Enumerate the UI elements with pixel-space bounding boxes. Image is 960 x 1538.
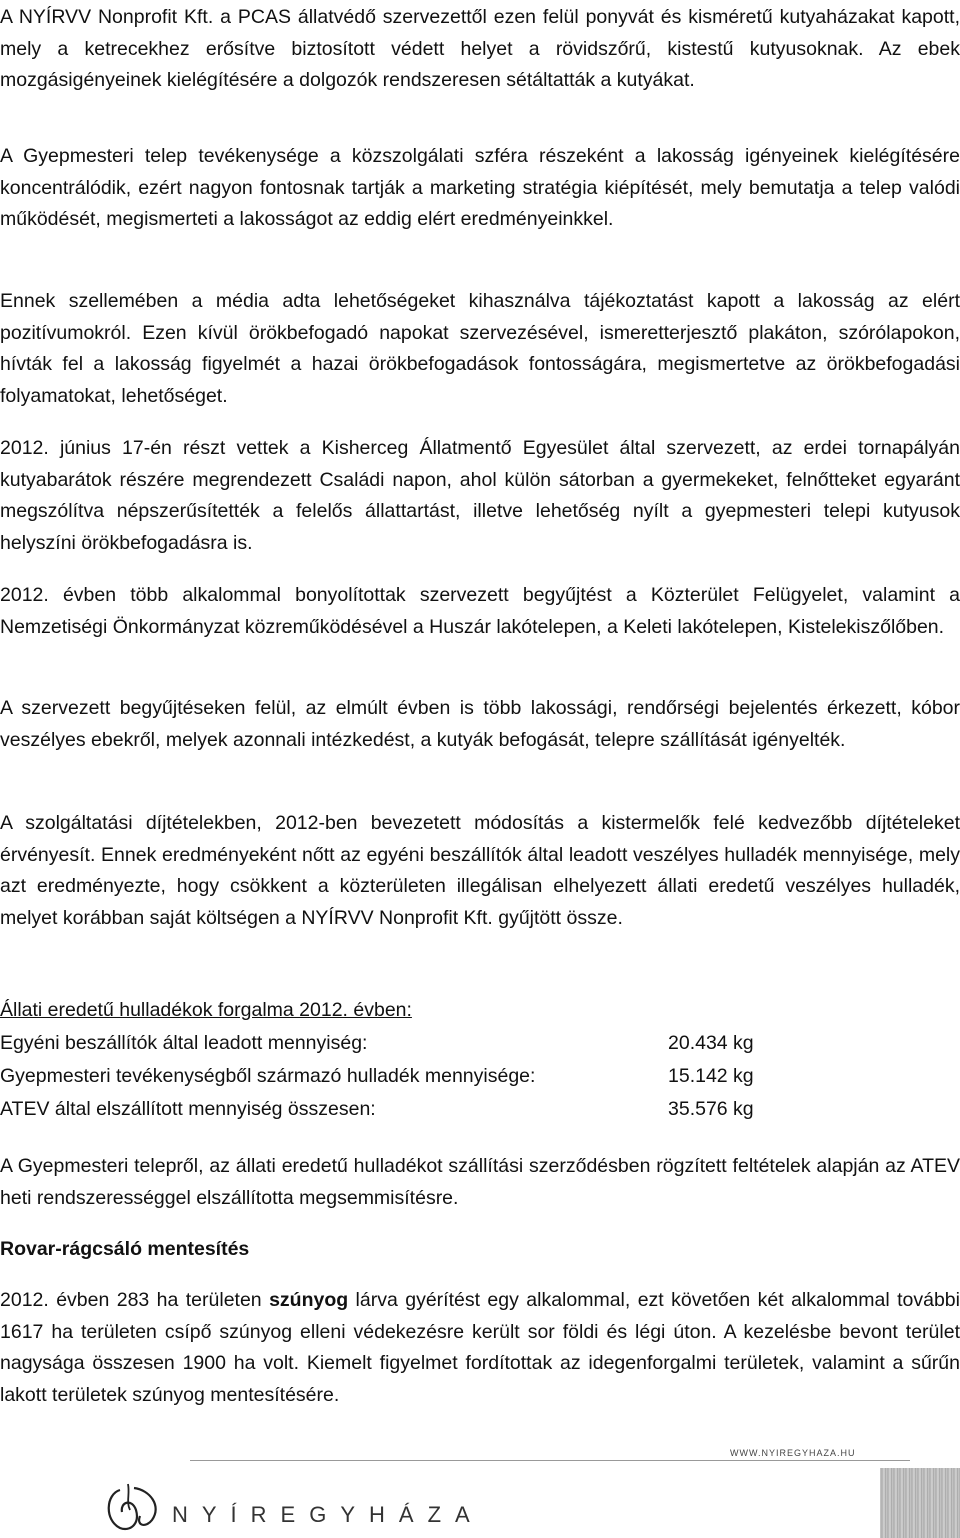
mosquito-text-start: 2012. évben 283 ha területen bbox=[0, 1289, 270, 1311]
paragraph-atev: A Gyepmesteri telepről, az állati eredetű hulladékot szállítási szerződésben rögzített feltételek alapján az ATEV heti rendszerességgel elszállította megsemmisítésre. bbox=[0, 1155, 960, 1209]
paragraph-marketing: A Gyepmesteri telep tevékenysége a közszolgálati szféra részeként a lakosság igényeinek kielégítésére koncentrálódik, ezért nagyon fontosnak tartják a marketing stratégia kiépítését, mely bemutatja a telep valódi működését, megismerteti a lakosságot az eddig elért eredményeinkkel. bbox=[0, 145, 960, 230]
stats-row-value: 15.142 kg bbox=[668, 1065, 754, 1087]
paragraph-media: Ennek szellemében a média adta lehetőségeket kihasználva tájékoztatást kapott a lakosság az elért pozitívumokról. Ezen kívül örökbefogadó napokat szervezésével, ismeretterjesztő plakáton, szórólapokon, hívták fel a lakosság figyelmét a hazai örökbefogadások fontosságára, megismertetve az örökbefogadási folyamatokat, lehetőséget. bbox=[0, 290, 960, 407]
mosquito-keyword: szúnyog bbox=[269, 1289, 349, 1311]
stats-row-label: Gyepmesteri tevékenységből származó hulladék mennyisége: bbox=[0, 1065, 536, 1087]
paragraph-mosquito bbox=[0, 1285, 960, 1411]
footer-url: WWW.NYIREGYHAZA.HU bbox=[730, 1448, 856, 1458]
paragraph-reports: A szervezett begyűjtéseken felül, az elmúlt évben is több lakossági, rendőrségi bejelentés érkezett, kóbor veszélyes ebekről, melyek azonnali intézkedést, a kutyák befogását, telepre szállítását igényelték. bbox=[0, 697, 960, 751]
stats-title: Állati eredetű hulladékok forgalma 2012. évben: bbox=[0, 999, 412, 1021]
footer-image bbox=[880, 1468, 960, 1538]
stats-row bbox=[0, 1093, 800, 1126]
stats-row bbox=[0, 1027, 800, 1060]
stats-row-value: 35.576 kg bbox=[668, 1098, 754, 1120]
stats-row bbox=[0, 1060, 800, 1093]
paragraph-fees: A szolgáltatási díjtételekben, 2012-ben bevezetett módosítás a kistermelők felé kedvezőbb díjtételeket érvényesít. Ennek eredményeként nőtt az egyéni beszállítók által leadott veszélyes hulladék mennyisége, mely azt eredményezte, hogy csökkent a közterületen illegálisan elhelyezett állati eredetű veszélyes hulladék, melyet korábban saját költségen a NYÍRVV Nonprofit Kft. gyűjtött össze. bbox=[0, 812, 960, 929]
stats-row-value: 20.434 kg bbox=[668, 1032, 754, 1054]
stats-table bbox=[0, 1027, 800, 1126]
paragraph-family-day: 2012. június 17-én részt vettek a Kisherceg Állatmentő Egyesület által szervezett, az erdei tornapályán kutyabarátok részére megrendezett Családi napon, ahol külön sátorban a gyermekeket, felnőtteket egyaránt megszólítva népszerűsítették a felelős állattartást, illetve lehetőség nyílt a gyepmesteri telepi kutyusok helyszíni örökbefogadásra is. bbox=[0, 437, 960, 554]
nyiregyhaza-logo-icon bbox=[100, 1480, 170, 1536]
paragraph-kennels: A NYÍRVV Nonprofit Kft. a PCAS állatvédő szervezettől ezen felül ponyvát és kisméretű kutyaházakat kapott, mely a ketrecekhez erősítve biztosított védett helyet a rövidszőrű, kistestű kutyusoknak. Az ebek mozgásigényeinek kielégítésére a dolgozók rendszeresen sétáltatták a kutyákat. bbox=[0, 6, 960, 91]
stats-row-label: ATEV által elszállított mennyiség összesen: bbox=[0, 1098, 376, 1120]
paragraph-collection: 2012. évben több alkalommal bonyolítottak szervezett begyűjtést a Közterület Felügyelet, valamint a Nemzetiségi Önkormányzat közreműködésével a Huszár lakótelepen, a Keleti lakótelepen, Kistelekiszőlőben. bbox=[0, 584, 960, 638]
footer-city: NYÍREGYHÁZA bbox=[172, 1502, 484, 1527]
section-heading: Rovar-rágcsáló mentesítés bbox=[0, 1238, 250, 1260]
page-footer bbox=[0, 1438, 960, 1538]
stats-row-label: Egyéni beszállítók által leadott mennyiség: bbox=[0, 1032, 368, 1054]
footer-divider bbox=[190, 1460, 910, 1461]
mosquito-text-end: lárva gyérítést egy alkalommal, ezt követően két alkalommal további 1617 ha területen csípő szúnyog elleni védekezésre került sor földi és légi úton. A kezelésbe bevont terület nagysága összesen 1900 ha volt. Kiemelt figyelmet fordítottak az idegenforgalmi területek, valamint a sűrűn lakott területek szúnyog mentesítésére. bbox=[0, 1289, 960, 1406]
